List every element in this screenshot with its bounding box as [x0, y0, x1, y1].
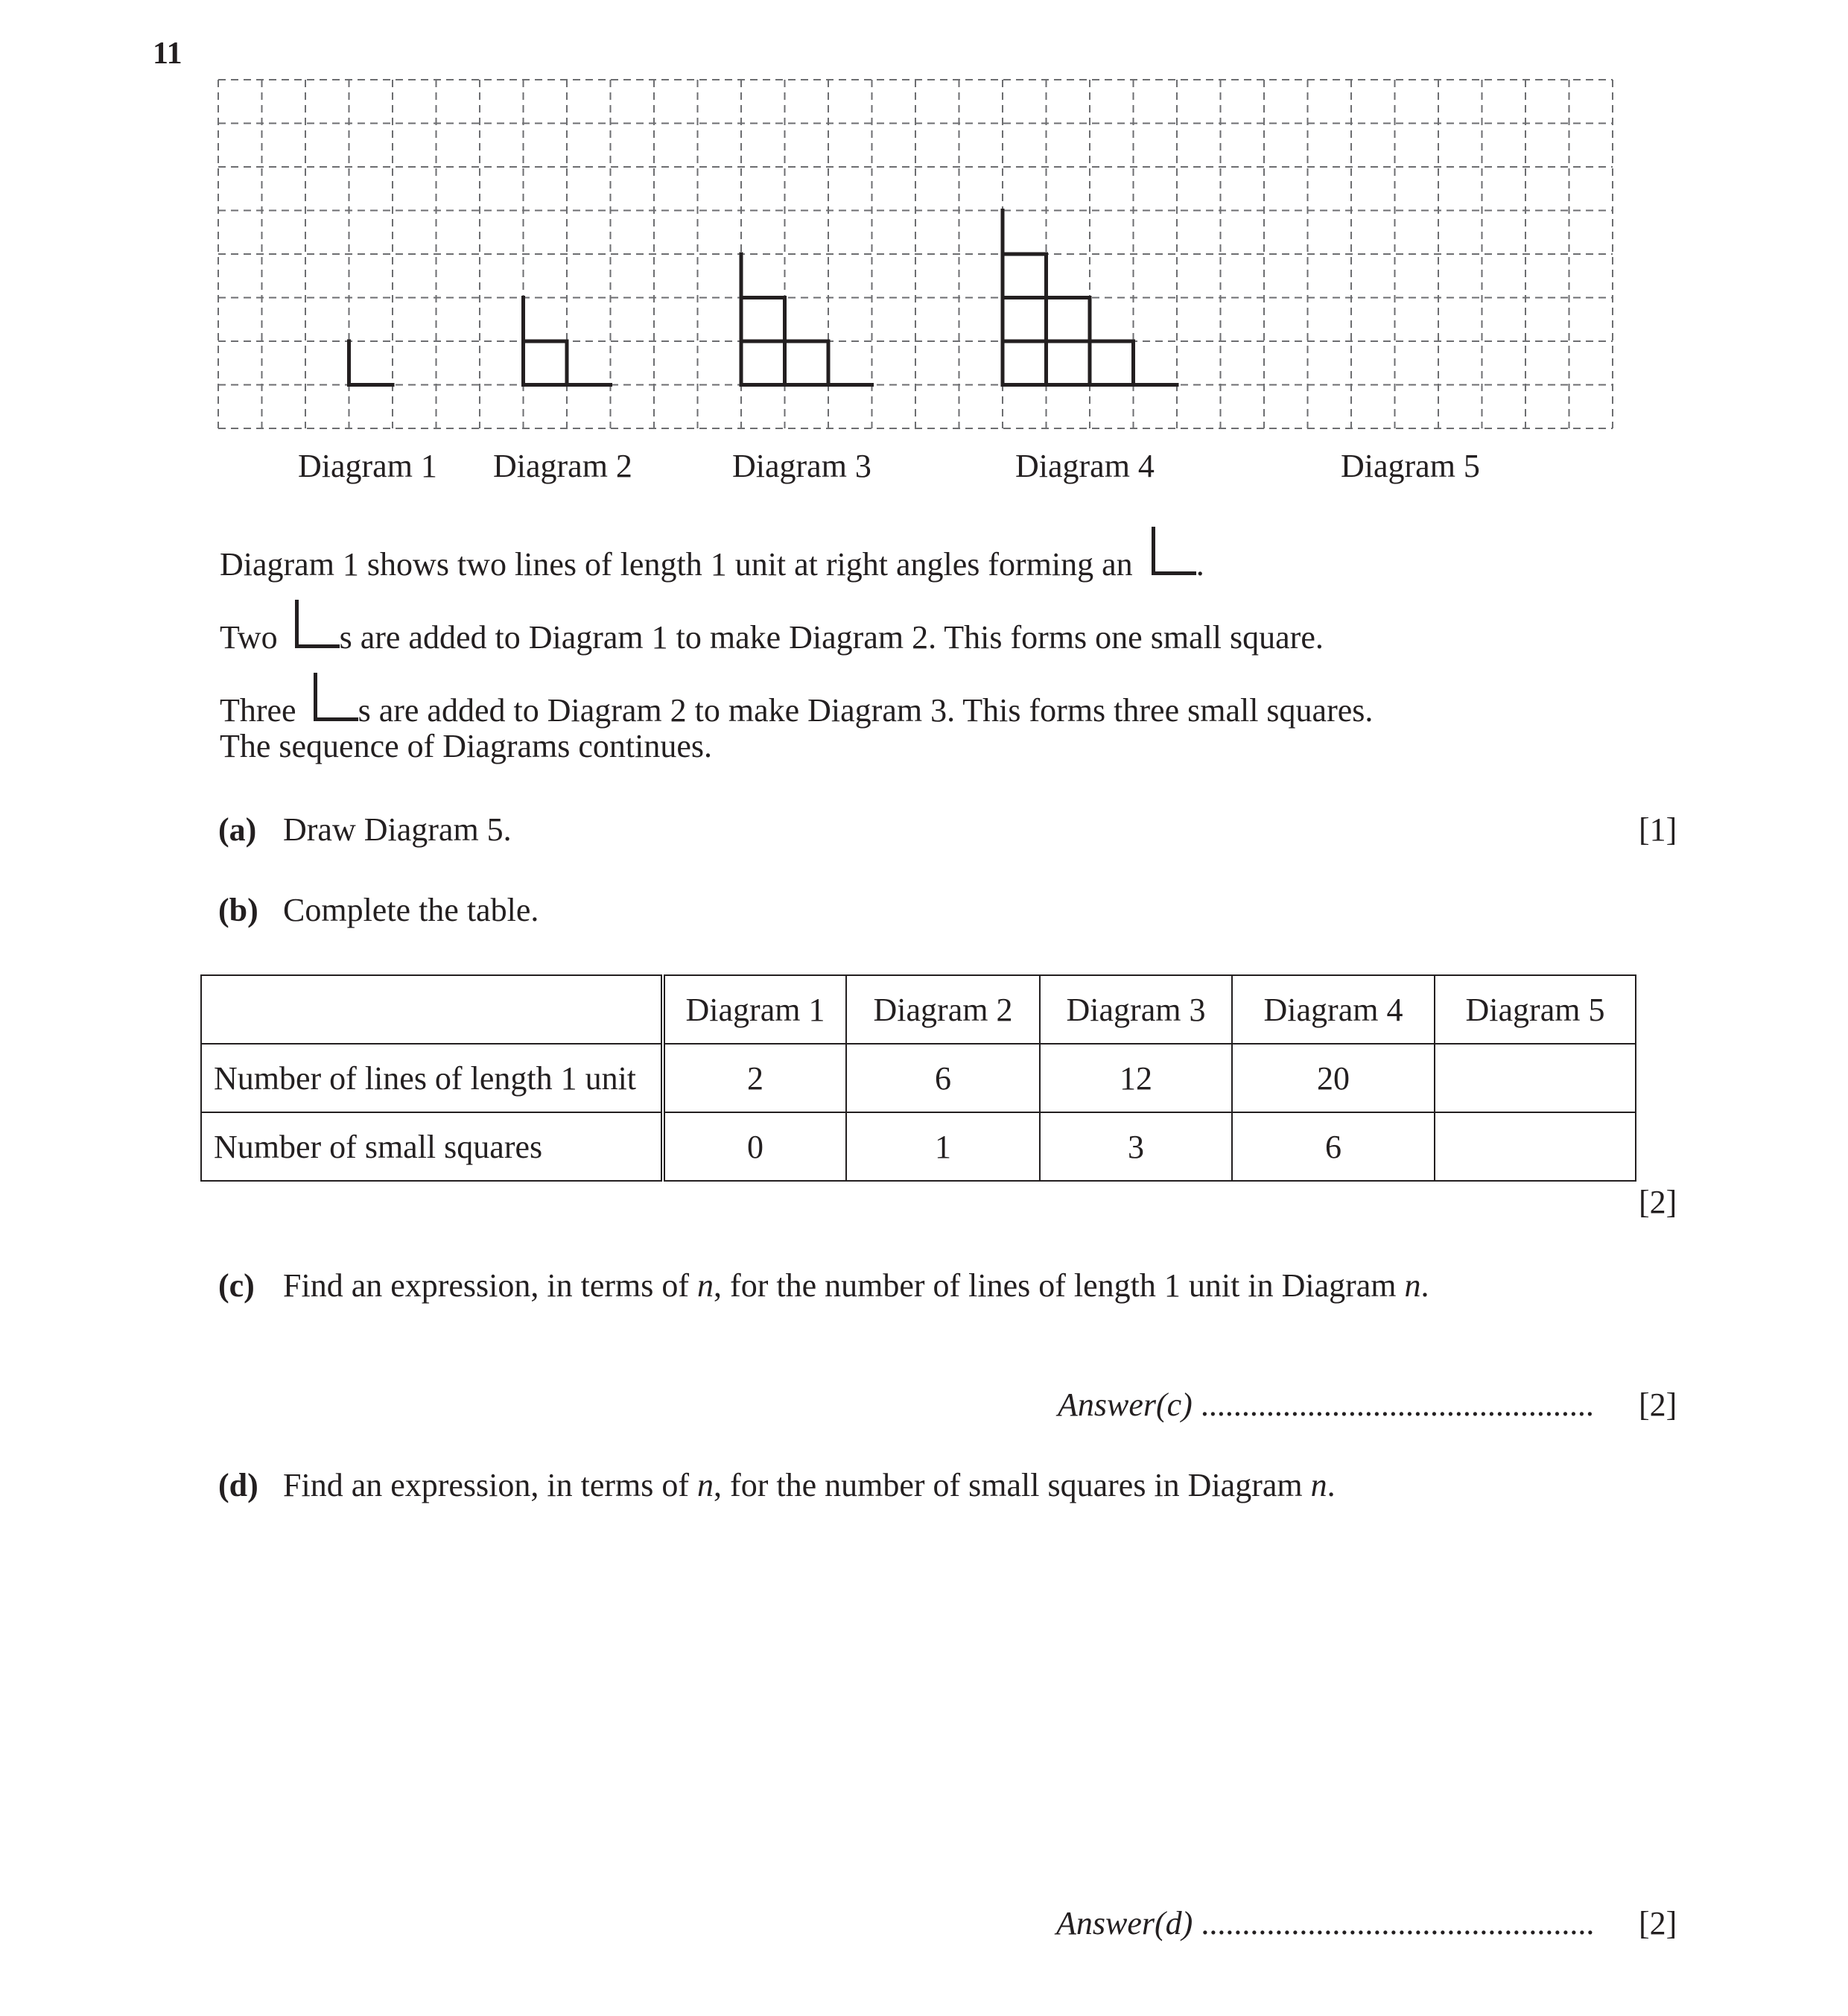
question-number: 11 [153, 37, 182, 71]
part-b-marks: [2] [1639, 1184, 1677, 1220]
diagram-1-label: Diagram 1 [298, 448, 437, 484]
answer-c-label: Answer(c) [1058, 1386, 1193, 1423]
dotted-grid [218, 80, 1613, 428]
table-cell: 6 [846, 1044, 1040, 1112]
part-c-text [283, 1267, 1429, 1305]
table-answer-cell[interactable] [1435, 1112, 1636, 1181]
table-header-cell: Diagram 5 [1435, 975, 1636, 1044]
part-d-text-2: , for the number of small squares in Diagram [714, 1467, 1311, 1503]
table-answer-cell[interactable] [1435, 1044, 1636, 1112]
part-d [218, 1466, 258, 1504]
part-d-var-2: n [1310, 1467, 1327, 1503]
l-shape-icon [314, 688, 358, 721]
answer-d-label: Answer(d) [1056, 1905, 1193, 1941]
intro-line-1-end: . [1196, 546, 1204, 583]
part-a-label: (a) [218, 811, 257, 848]
part-d-label: (d) [218, 1467, 258, 1503]
part-a-text: Draw Diagram 5. [283, 811, 512, 848]
part-a-marks: [1] [1639, 811, 1677, 848]
diagram-5-label: Diagram 5 [1341, 448, 1480, 484]
table-cell: 1 [846, 1112, 1040, 1181]
intro-line-2-start: Two [220, 619, 278, 656]
part-d-text [283, 1466, 1336, 1504]
table-cell: 3 [1040, 1112, 1232, 1181]
table-header-cell: Diagram 1 [663, 975, 846, 1044]
part-b-text: Complete the table. [283, 892, 539, 928]
answer-d-line[interactable] [1056, 1904, 1594, 1942]
table-row-label: Number of lines of length 1 unit [201, 1044, 663, 1112]
table-row-label: Number of small squares [201, 1112, 663, 1181]
table-corner-cell [201, 975, 663, 1044]
table-header-cell: Diagram 4 [1232, 975, 1435, 1044]
l-shape-icon [1152, 542, 1196, 575]
part-c-text-2: , for the number of lines of length 1 unit in Diagram [714, 1267, 1405, 1304]
intro-line-2-text: s are added to Diagram 1 to make Diagram 2. This forms one small square. [339, 619, 1324, 656]
part-c-var-2: n [1404, 1267, 1421, 1304]
part-c-marks: [2] [1639, 1386, 1677, 1423]
part-c-text-3: . [1420, 1267, 1429, 1304]
table-header-cell: Diagram 2 [846, 975, 1040, 1044]
answer-c-dots: ................................................ [1200, 1386, 1594, 1423]
part-d-text-3: . [1327, 1467, 1336, 1503]
table-cell: 2 [663, 1044, 846, 1112]
intro-line-1 [220, 542, 1204, 581]
table-cell: 20 [1232, 1044, 1435, 1112]
part-d-var-1: n [697, 1467, 714, 1503]
data-table [200, 974, 1636, 1182]
table-row-squares [201, 1112, 1636, 1181]
intro-line-1-text: Diagram 1 shows two lines of length 1 unit at right angles forming an [220, 546, 1133, 583]
l-shape-icon [295, 615, 340, 648]
intro-line-3-start: Three [220, 692, 296, 729]
intro-line-3 [220, 688, 1373, 727]
intro-line-4: The sequence of Diagrams continues. [220, 728, 712, 764]
table-header-row [201, 975, 1636, 1044]
table-cell: 0 [663, 1112, 846, 1181]
table-cell: 12 [1040, 1044, 1232, 1112]
part-d-marks: [2] [1639, 1905, 1677, 1941]
part-a [218, 811, 256, 849]
part-b [218, 891, 258, 929]
part-c-var-1: n [697, 1267, 714, 1304]
part-d-text-1: Find an expression, in terms of [283, 1467, 698, 1503]
table-row-lines [201, 1044, 1636, 1112]
intro-line-2 [220, 615, 1324, 654]
part-b-label: (b) [218, 892, 258, 928]
part-c-text-1: Find an expression, in terms of [283, 1267, 698, 1304]
answer-c-line[interactable] [1058, 1386, 1594, 1424]
diagram-4-label: Diagram 4 [1015, 448, 1155, 484]
table-cell: 6 [1232, 1112, 1435, 1181]
diagram-grid [0, 0, 1848, 477]
table-header-cell: Diagram 3 [1040, 975, 1232, 1044]
part-c [218, 1267, 255, 1305]
intro-line-3-text: s are added to Diagram 2 to make Diagram 3. This forms three small squares. [358, 692, 1374, 729]
diagram-3-label: Diagram 3 [732, 448, 871, 484]
diagram-2-label: Diagram 2 [493, 448, 632, 484]
part-c-label: (c) [218, 1267, 255, 1304]
answer-d-dots: ................................................ [1201, 1905, 1595, 1941]
